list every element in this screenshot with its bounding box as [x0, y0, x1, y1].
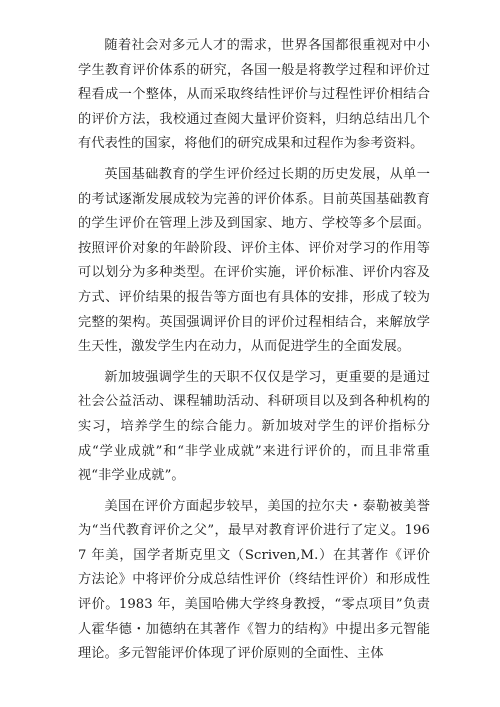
paragraph-intro: 随着社会对多元人才的需求，世界各国都很重视对中小学生教育评价体系的研究，各国一般是将教学过程和评价过程看成一个整体，从而采取终结性评价与过程性评价相结合的评价方法，我校通过查阅大量评价资料，归纳总结出几个有代表性的国家，将他们的研究成果和过程作为参考资料。 [78, 38, 430, 152]
paragraph-usa: 美国在评价方面起步较早，美国的拉尔夫・泰勒被美誉为“当代教育评价之父”，最早对教育评价进行了定义。1967 年美，国学者斯克里文（Scriven,M.）在其著作《评价方法论》中将评价分成总结性评价（终结性评价）和形成性评价。1983 年，美国哈佛大学终身教授，“零点项目”负责人霍华德・加德纳在其著作《智力的结构》中提出多元智能理论。多元智能评价体现了评价原则的全面性、主体 [78, 498, 430, 662]
document-body [78, 34, 430, 673]
paragraph-uk: 英国基础教育的学生评价经过长期的历史发展，从单一的考试逐渐发展成较为完善的评价体系。目前英国基础教育的学生评价在管理上涉及到国家、地方、学校等多个层面。按照评价对象的年龄阶段、评价主体、评价对学习的作用等可以划分为多种类型。在评价实施，评价标准、评价内容及方式、评价结果的报告等方面也有具体的安排，形成了较为完整的架构。英国强调评价目的评价过程相结合，来解放学生天性，激发学生内在动力，从而促进学生的全面发展。 [78, 166, 430, 355]
paragraph-singapore: 新加坡强调学生的天职不仅仅是学习，更重要的是通过社会公益活动、课程辅助活动、科研项目以及到各种机构的实习，培养学生的综合能力。新加坡对学生的评价指标分成“学业成就”和“非学业成就”来进行评价的，而且非常重视“非学业成就”。 [78, 369, 430, 484]
